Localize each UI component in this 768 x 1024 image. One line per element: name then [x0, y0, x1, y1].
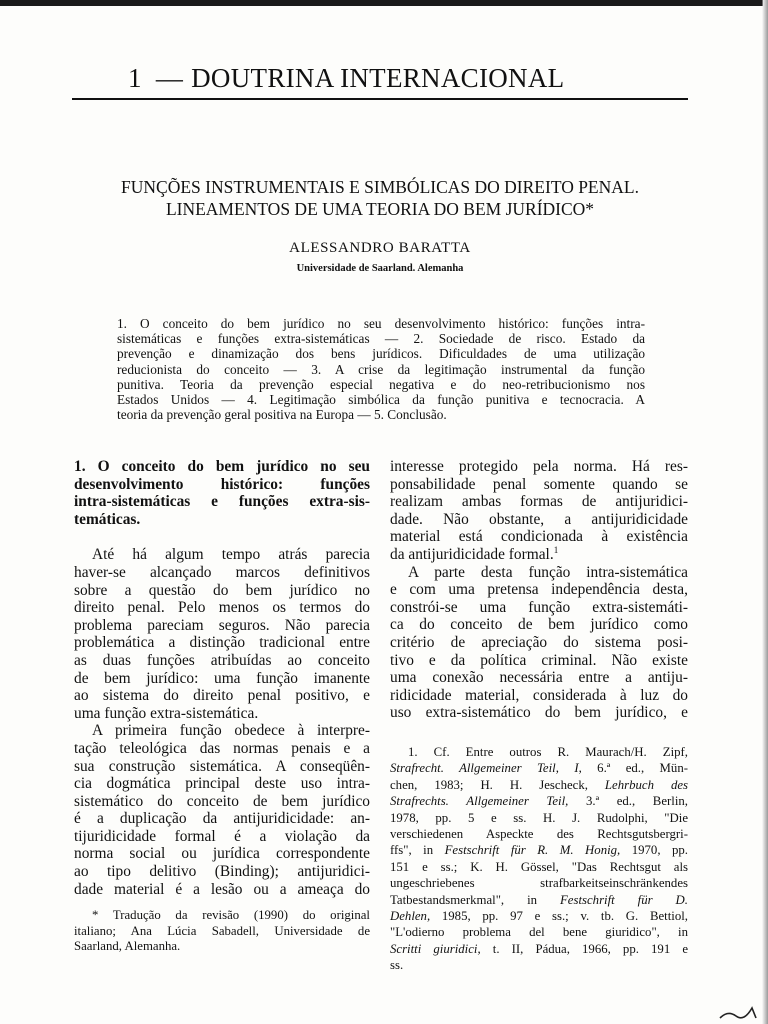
footnote-line: * Tradução da revisão (1990) do original	[92, 908, 370, 922]
body-paragraph	[390, 458, 688, 564]
text-line: sistemático do conceito de bem jurídico	[74, 792, 370, 810]
text-line: direito penal. Pelo menos os termos do	[74, 599, 370, 617]
citation-title: Scritti giuridici,	[390, 941, 481, 956]
summary-line: punitiva. Teoria da prevenção especial negativa e do neo-retribucionismo nos	[117, 376, 645, 392]
text-line: ponsabilidade penal somente quando se	[390, 475, 688, 493]
text-line: ca do conceito de bem jurídico como	[390, 616, 688, 634]
citation-title: Strafrechts. Allgemeiner Teil,	[390, 794, 569, 809]
footnote-line	[390, 908, 688, 924]
article-title	[60, 176, 700, 220]
page-right-edge-shadow	[762, 0, 768, 1024]
translation-footnote	[74, 908, 370, 955]
text-line: tijuridicidade formal é a violação da	[74, 827, 370, 845]
text-line: dade material é a lesão ou a ameaça do	[74, 880, 370, 898]
subsection-heading	[74, 458, 370, 528]
text-line: interesse protegido pela norma. Há res-	[390, 458, 688, 475]
subsection-heading-line: 1. O conceito do bem jurídico no seu	[74, 458, 370, 475]
text-line: uma conexão necessária entre a antiju-	[390, 669, 688, 687]
footnote-line: "L'odierno problema del bene giuridico", in	[390, 925, 688, 940]
text-line: uma função extra-sistemática.	[74, 704, 259, 722]
footnote-line: verschiedenen Aspeckte des Rechtsgutsbergri-	[390, 827, 688, 842]
citation-title: Dehlen,	[390, 909, 431, 924]
body-paragraph	[390, 564, 688, 722]
text-line	[390, 546, 688, 564]
footnote-line: Saarland, Alemanha.	[74, 939, 181, 954]
footnote-line	[390, 842, 688, 858]
text-line: critério de apreciação do sistema posi-	[390, 633, 688, 651]
footnote-line: 1978, pp. 5 e ss. H. J. Rudolphi, "Die	[390, 810, 688, 825]
text-line: cia dogmática principal deste uso intra-	[74, 775, 370, 793]
text-line: sua construção sistemática. A conseqüên-	[74, 757, 370, 775]
citation-text: chen, 1983; H. H. Jescheck,	[390, 777, 605, 792]
text-line: constrói-se uma função extra-sistemáti-	[390, 598, 688, 616]
citation-title: Festschrift für D.	[559, 892, 688, 907]
body-paragraph	[74, 722, 370, 898]
article-title-line-1: FUNÇÕES INSTRUMENTAIS E SIMBÓLICAS DO DIREITO PENAL.	[121, 177, 639, 197]
corner-scribble-mark	[718, 996, 758, 1020]
summary-line: 1. O conceito do bem jurídico no seu desenvolvimento histórico: funções intra-	[117, 316, 645, 331]
text-line: realizam ambas formas de antijuridici-	[390, 493, 688, 511]
footnote-line: ungeschriebenes strafbarkeitseinschränkendes	[390, 876, 688, 891]
text-line: Até há algum tempo atrás parecia	[92, 546, 370, 564]
text-line: ao tipo delitivo (Binding); antijuridici-	[74, 863, 370, 881]
text-line: problemática a distinção tradicional entre	[74, 634, 370, 652]
article-title-line-2: LINEAMENTOS DE UMA TEORIA DO BEM JURÍDICO*	[165, 199, 595, 219]
footnote-line	[390, 777, 688, 793]
heading-rule	[72, 98, 688, 100]
article-author: ALESSANDRO BARATTA	[289, 240, 471, 256]
footnote-line: 151 e ss.; K. H. Gössel, "Das Rechtsgut als	[390, 859, 688, 874]
footnote-line	[390, 760, 688, 776]
text-line: sobre a questão do bem jurídico no	[74, 581, 370, 599]
text-line: haver-se alcançado marcos definitivos	[74, 563, 370, 581]
text-line: dade. Não obstante, a antijuridicidade	[390, 510, 688, 528]
left-column	[74, 458, 370, 898]
text-line: problema pareciam seguros. Não parecia	[74, 616, 370, 634]
footnote-line: italiano; Ana Lúcia Sabadell, Universidade de	[74, 923, 370, 938]
body-paragraph	[74, 546, 370, 722]
summary-line: reducionista do conceito — 3. A crise da legitimação instrumental da função	[117, 361, 645, 377]
citation-title: Strafrecht. Allgemeiner Teil, I,	[390, 761, 582, 776]
footnote-line: 1. Cf. Entre outros R. Maurach/H. Zipf,	[408, 745, 688, 759]
right-column	[390, 458, 688, 722]
summary-line: sistemáticas e funções extra-sistemáticas — 2. Sociedade de risco. Estado da	[117, 331, 645, 347]
text-line: uso extra-sistemático do bem jurídico, e	[390, 704, 688, 722]
section-title: DOUTRINA INTERNACIONAL	[191, 63, 565, 93]
text-line-content: da antijuridicidade formal.	[390, 545, 554, 563]
text-line: é a duplicação da antijuridicidade: an-	[74, 810, 370, 828]
citation-text: 1985, pp. 97 e ss.; v. tb. G. Bettiol,	[430, 909, 688, 924]
page-top-edge	[0, 0, 768, 6]
citation-title: Festschrift für R. M. Honig,	[444, 843, 621, 858]
footnote-line	[390, 941, 688, 957]
summary-line: prevenção e dinamização dos bens jurídicos. Dificuldades de uma utilização	[117, 346, 645, 362]
subsection-heading-line: desenvolvimento histórico: funções	[74, 475, 370, 493]
summary-line: Estados Unidos — 4. Legitimação simbólica da função punitiva e tecnocracia. A	[117, 392, 645, 408]
article-summary	[117, 316, 645, 422]
text-line: material está condicionada à existência	[390, 528, 688, 546]
text-line: tivo e da política criminal. Não existe	[390, 651, 688, 669]
citation-footnote	[390, 744, 688, 974]
text-line: A primeira função obedece à interpre-	[92, 722, 370, 740]
citation-text: t. II, Pádua, 1966, pp. 191 e	[480, 941, 688, 956]
text-line: ao sistema do direito penal positivo, e	[74, 687, 370, 705]
summary-line: teoria da prevenção geral positiva na Europa — 5. Conclusão.	[117, 407, 447, 423]
footnote-reference[interactable]: 1	[553, 544, 559, 555]
text-line: e com uma pretensa independência desta,	[390, 581, 688, 599]
citation-text: 1970, pp.	[620, 843, 688, 858]
footnote-line	[390, 892, 688, 908]
author-affiliation: Universidade de Saarland. Alemanha	[296, 263, 464, 274]
citation-text: ffs", in	[390, 843, 445, 858]
text-line: de bem jurídico: uma função imanente	[74, 669, 370, 687]
text-line: norma social ou jurídica correspondente	[74, 845, 370, 863]
section-dash: —	[155, 63, 184, 93]
footnote-line	[390, 793, 688, 809]
text-line: tação teleológica das normas penais e a	[74, 739, 370, 757]
text-line: as duas funções atribuídas ao conceito	[74, 651, 370, 669]
footnote-line: ss.	[390, 958, 404, 973]
citation-text: 3.ª ed., Berlin,	[568, 794, 688, 809]
citation-title: Lehrbuch des	[604, 777, 689, 792]
section-number: 1	[128, 63, 142, 93]
text-line: A parte desta função intra-sistemática	[408, 563, 688, 581]
subsection-heading-line: intra-sistemáticas e funções extra-sis-	[74, 493, 370, 511]
citation-text: Tatbestandsmerkmal", in	[390, 892, 560, 907]
subsection-heading-line: temáticas.	[74, 510, 141, 528]
text-line: ridicidade material, considerada à luz do	[390, 686, 688, 704]
citation-text: 6.ª ed., Mün-	[581, 761, 688, 776]
section-heading	[72, 62, 688, 94]
